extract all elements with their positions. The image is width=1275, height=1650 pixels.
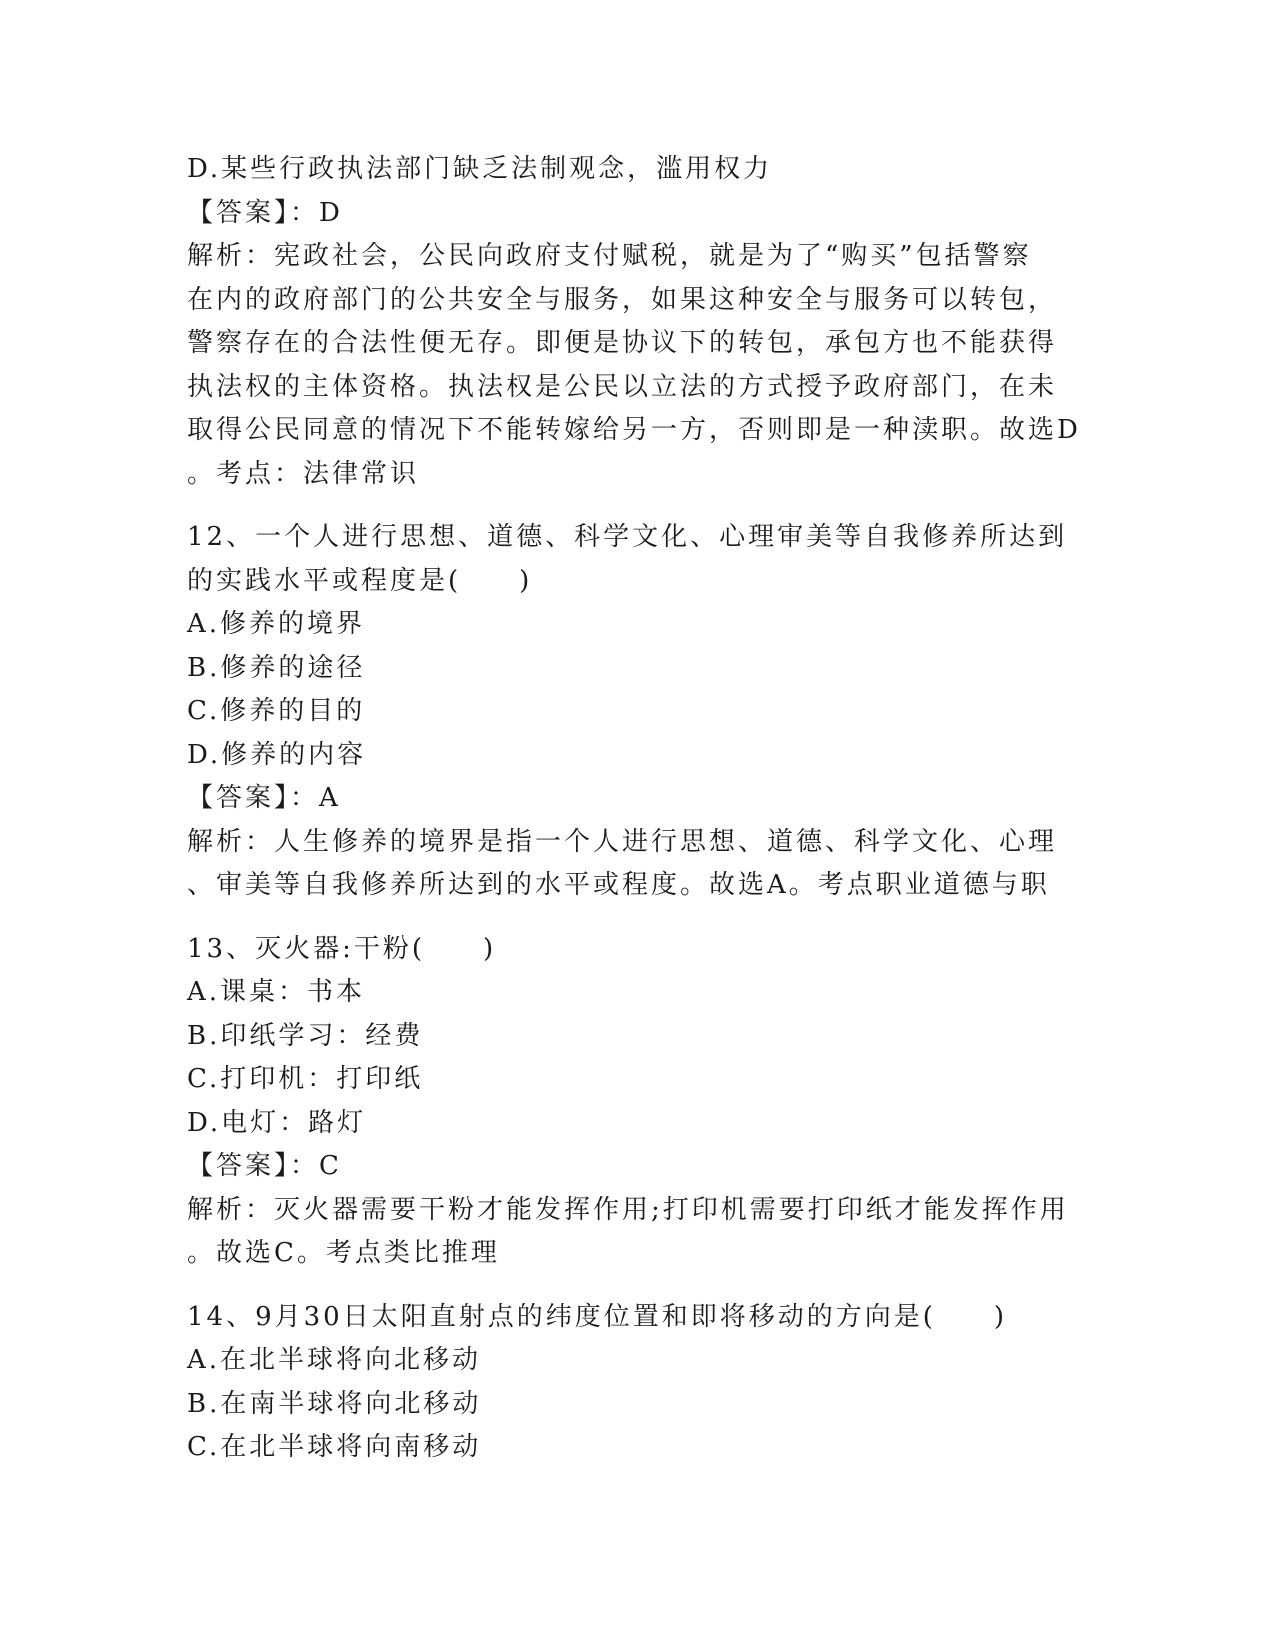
question-12 <box>187 516 1087 908</box>
question-text: 12、一个人进行思想、道德、科学文化、心理审美等自我修养所达到 <box>187 522 1068 552</box>
option-b: B.在南半球将向北移动 <box>187 1388 482 1419</box>
block-gap <box>187 908 1087 928</box>
explanation-line: 解析：灭火器需要干粉才能发挥作用;打印机需要打印纸才能发挥作用 <box>187 1194 1069 1225</box>
option-d: D.某些行政执法部门缺乏法制观念，滥用权力 <box>187 154 773 184</box>
document-content <box>187 148 1087 1470</box>
option-b: B.修养的途径 <box>187 652 366 683</box>
explanation-line: 解析：宪政社会，公民向政府支付赋税，就是为了“购买”包括警察 <box>187 241 1032 271</box>
option-d: D.修养的内容 <box>187 739 367 770</box>
answer-line: 【答案】：A <box>187 783 341 813</box>
explanation-line: 执法权的主体资格。执法权是公民以立法的方式授予政府部门，在未 <box>187 371 1058 402</box>
explanation-line: 。考点：法律常识 <box>187 458 420 489</box>
answer-line: 【答案】：C <box>187 1151 342 1181</box>
block-gap <box>187 496 1087 516</box>
option-a: A.修养的境界 <box>187 609 366 639</box>
option-c: C.在北半球将向南移动 <box>187 1432 482 1462</box>
answer-line: 【答案】：D <box>187 197 343 228</box>
explanation-line: 、审美等自我修养所达到的水平或程度。故选A。考点职业道德与职 <box>187 870 1050 900</box>
question-14 <box>187 1296 1087 1470</box>
question-text: 的实践水平或程度是( ) <box>187 565 533 596</box>
explanation-line: 警察存在的合法性便无存。即便是协议下的转包，承包方也不能获得 <box>187 328 1058 358</box>
question-13 <box>187 928 1087 1276</box>
question-11-tail <box>187 148 1087 496</box>
option-c: C.打印机：打印纸 <box>187 1064 424 1094</box>
option-c: C.修养的目的 <box>187 696 366 726</box>
explanation-line: 。故选C。考点类比推理 <box>187 1238 500 1268</box>
option-a: A.在北半球将向北移动 <box>187 1345 482 1375</box>
explanation-line: 取得公民同意的情况下不能转嫁给另一方，否则即是一种渎职。故选D <box>187 415 1081 445</box>
question-text: 13、灭火器:干粉( ) <box>187 933 497 964</box>
option-d: D.电灯：路灯 <box>187 1107 367 1138</box>
explanation-line: 在内的政府部门的公共安全与服务，如果这种安全与服务可以转包， <box>187 284 1058 315</box>
question-text: 14、9月30日太阳直射点的纬度位置和即将移动的方向是( ) <box>187 1301 1007 1332</box>
block-gap <box>187 1276 1087 1296</box>
option-a: A.课桌：书本 <box>187 977 366 1007</box>
explanation-line: 解析：人生修养的境界是指一个人进行思想、道德、科学文化、心理 <box>187 826 1058 857</box>
option-b: B.印纸学习：经费 <box>187 1020 424 1051</box>
